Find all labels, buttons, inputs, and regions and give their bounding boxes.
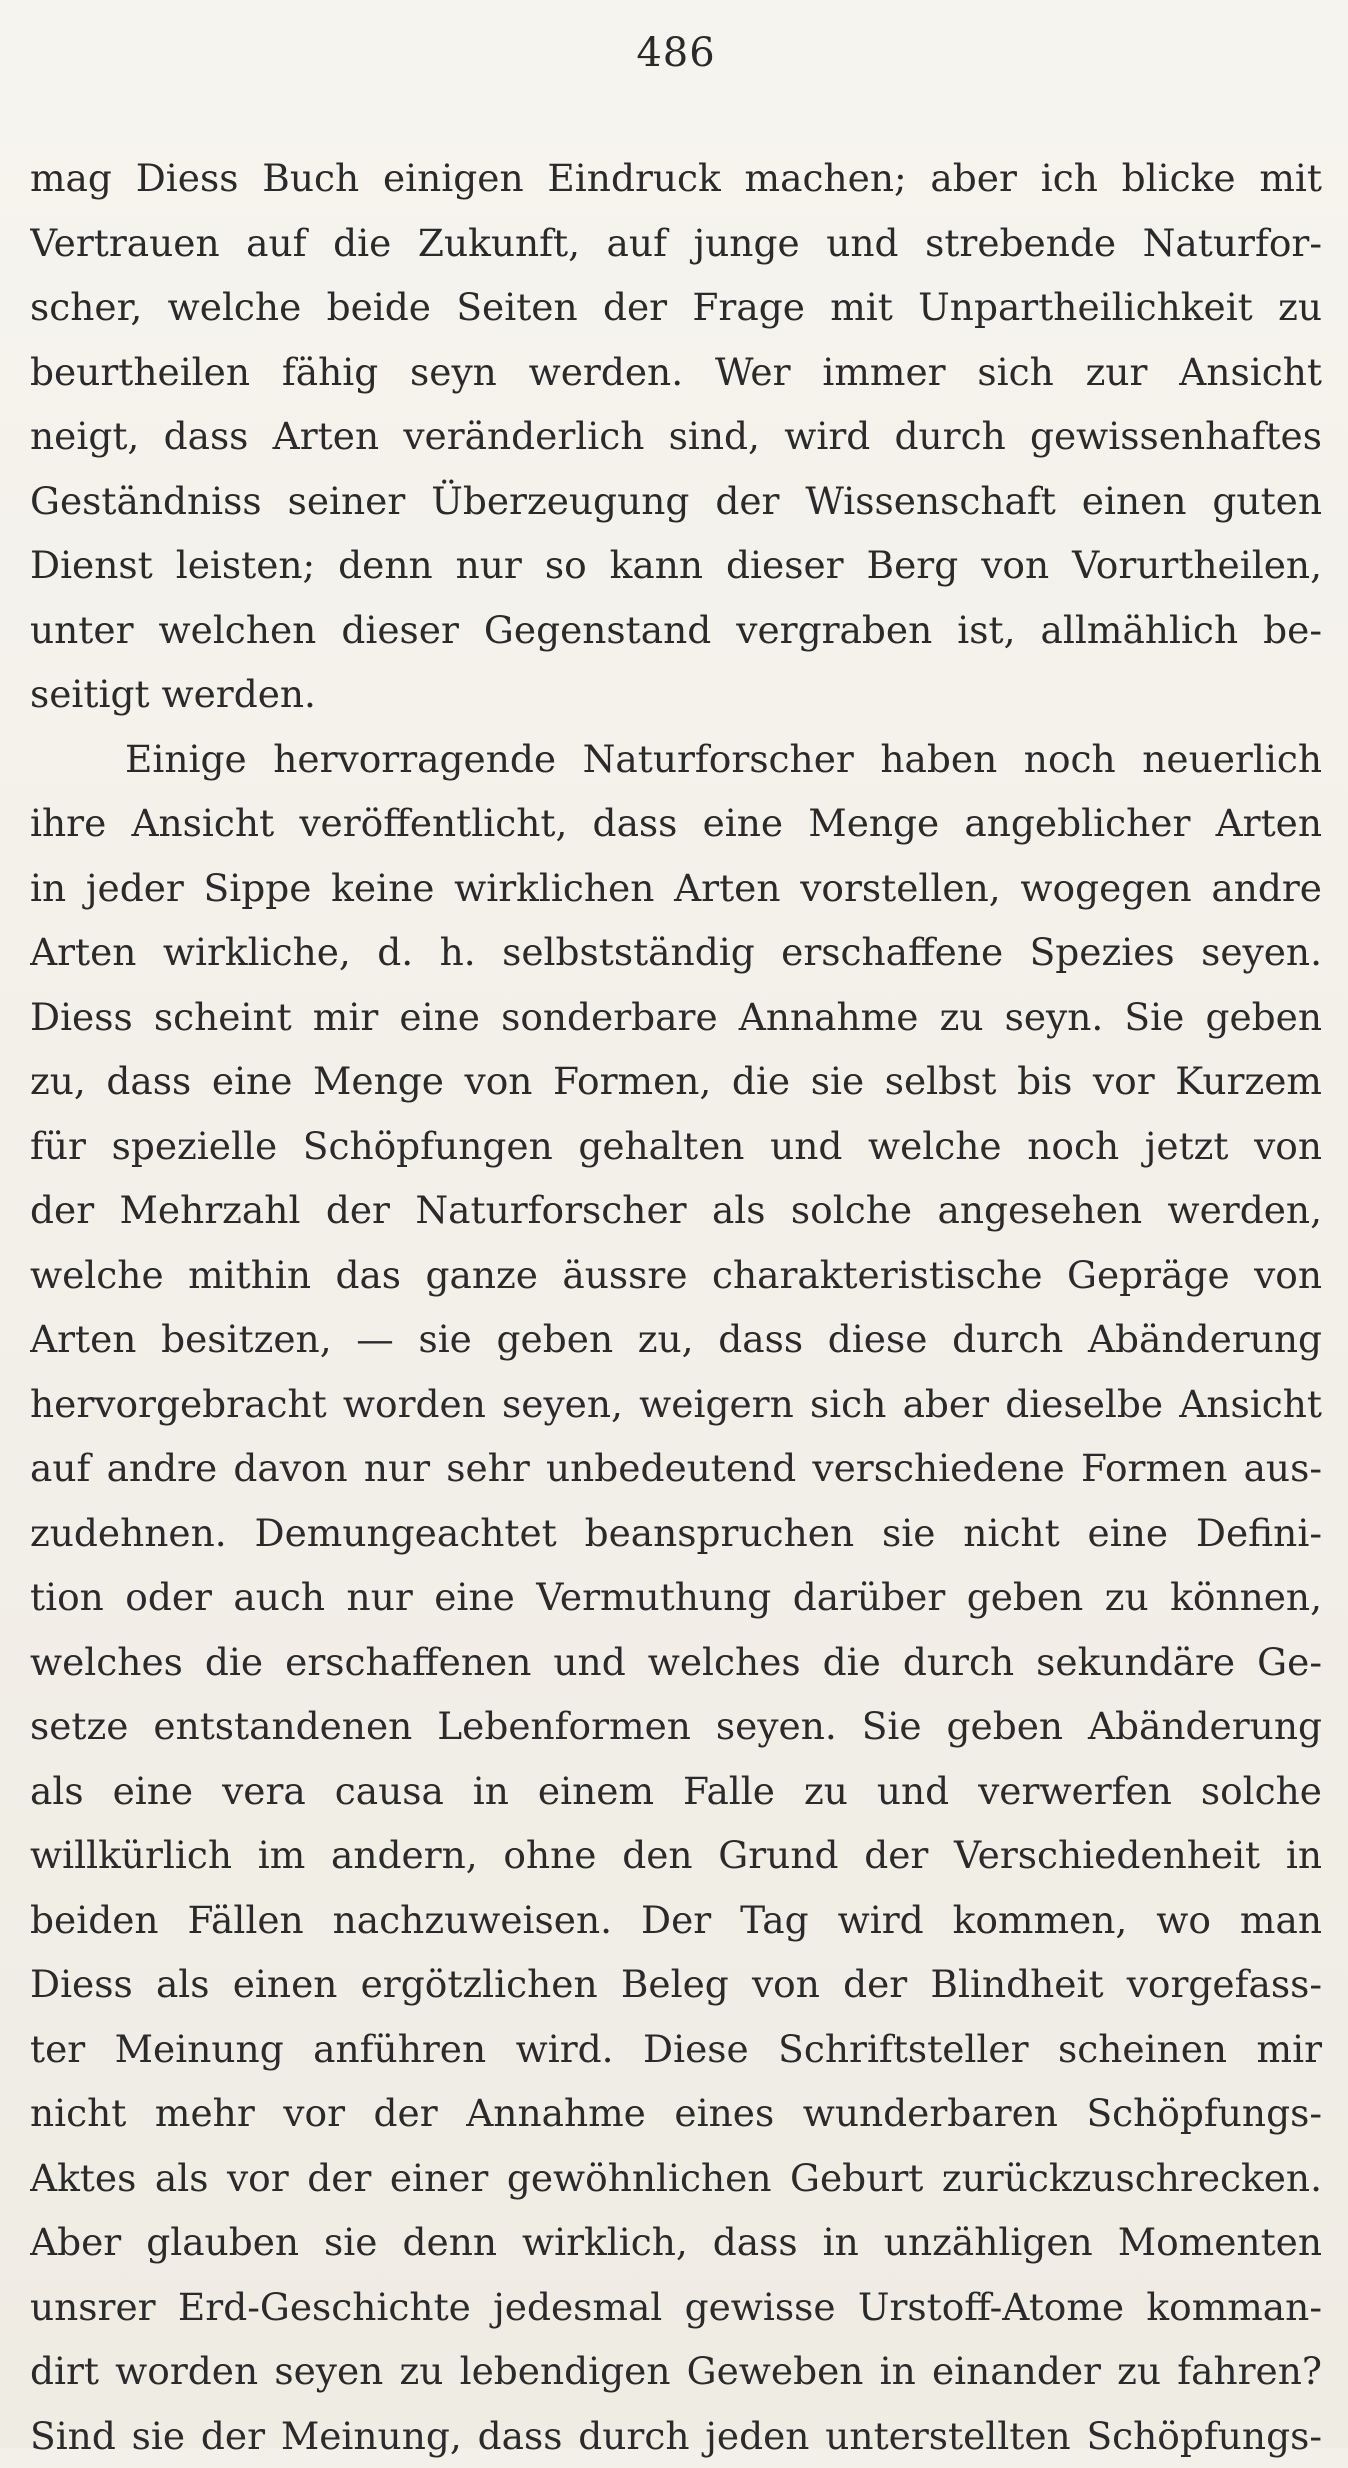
text-line: hervorgebracht worden seyen, weigern sich aber dieselbe Ansicht — [30, 1372, 1322, 1437]
text-line: in jeder Sippe keine wirklichen Arten vorstellen, wogegen andre — [30, 856, 1322, 921]
text-line: unsrer Erd-Geschichte jedesmal gewisse Urstoff-Atome komman- — [30, 2275, 1322, 2340]
page-number: 486 — [30, 0, 1322, 88]
text-line: Geständniss seiner Überzeugung der Wissenschaft einen guten — [30, 469, 1322, 534]
text-line: setze entstandenen Lebenformen seyen. Sie geben Abänderung — [30, 1694, 1322, 1759]
text-line: Aktes als vor der einer gewöhnlichen Geburt zurückzuschrecken. — [30, 2146, 1322, 2211]
text-line: willkürlich im andern, ohne den Grund der Verschiedenheit in — [30, 1823, 1322, 1888]
text-line: scher, welche beide Seiten der Frage mit Unpartheilichkeit zu — [30, 275, 1322, 340]
text-line: seitigt werden. — [30, 662, 1322, 727]
text-line: Einige hervorragende Naturforscher haben noch neuerlich — [30, 727, 1322, 792]
text-line: zudehnen. Demungeachtet beanspruchen sie nicht eine Defini- — [30, 1501, 1322, 1566]
text-line: beurtheilen fähig seyn werden. Wer immer sich zur Ansicht — [30, 340, 1322, 405]
text-line: Aber glauben sie denn wirklich, dass in unzähligen Momenten — [30, 2210, 1322, 2275]
text-line: Diess scheint mir eine sonderbare Annahme zu seyn. Sie geben — [30, 985, 1322, 1050]
body-text — [30, 146, 1322, 2468]
text-line: Sind sie der Meinung, dass durch jeden unterstellten Schöpfungs- — [30, 2404, 1322, 2468]
text-line: ter Meinung anführen wird. Diese Schriftsteller scheinen mir — [30, 2017, 1322, 2082]
text-line: tion oder auch nur eine Vermuthung darüber geben zu können, — [30, 1565, 1322, 1630]
text-line: Vertrauen auf die Zukunft, auf junge und strebende Naturfor- — [30, 211, 1322, 276]
text-line: beiden Fällen nachzuweisen. Der Tag wird kommen, wo man — [30, 1888, 1322, 1953]
text-line: zu, dass eine Menge von Formen, die sie selbst bis vor Kurzem — [30, 1049, 1322, 1114]
text-line: der Mehrzahl der Naturforscher als solche angesehen werden, — [30, 1178, 1322, 1243]
text-line: welches die erschaffenen und welches die durch sekundäre Ge- — [30, 1630, 1322, 1695]
text-line: mag Diess Buch einigen Eindruck machen; aber ich blicke mit — [30, 146, 1322, 211]
text-line: nicht mehr vor der Annahme eines wunderbaren Schöpfungs- — [30, 2081, 1322, 2146]
text-line: auf andre davon nur sehr unbedeutend verschiedene Formen aus- — [30, 1436, 1322, 1501]
text-line: unter welchen dieser Gegenstand vergraben ist, allmählich be- — [30, 598, 1322, 663]
text-line: für spezielle Schöpfungen gehalten und welche noch jetzt von — [30, 1114, 1322, 1179]
text-line: Arten wirkliche, d. h. selbstständig erschaffene Spezies seyen. — [30, 920, 1322, 985]
text-line: welche mithin das ganze äussre charakteristische Gepräge von — [30, 1243, 1322, 1308]
text-line: Diess als einen ergötzlichen Beleg von der Blindheit vorgefass- — [30, 1952, 1322, 2017]
text-line: ihre Ansicht veröffentlicht, dass eine Menge angeblicher Arten — [30, 791, 1322, 856]
text-line: als eine vera causa in einem Falle zu und verwerfen solche — [30, 1759, 1322, 1824]
text-line: Arten besitzen, — sie geben zu, dass diese durch Abänderung — [30, 1307, 1322, 1372]
text-line: dirt worden seyen zu lebendigen Geweben in einander zu fahren? — [30, 2339, 1322, 2404]
text-line: neigt, dass Arten veränderlich sind, wird durch gewissenhaftes — [30, 404, 1322, 469]
text-line: Dienst leisten; denn nur so kann dieser Berg von Vorurtheilen, — [30, 533, 1322, 598]
